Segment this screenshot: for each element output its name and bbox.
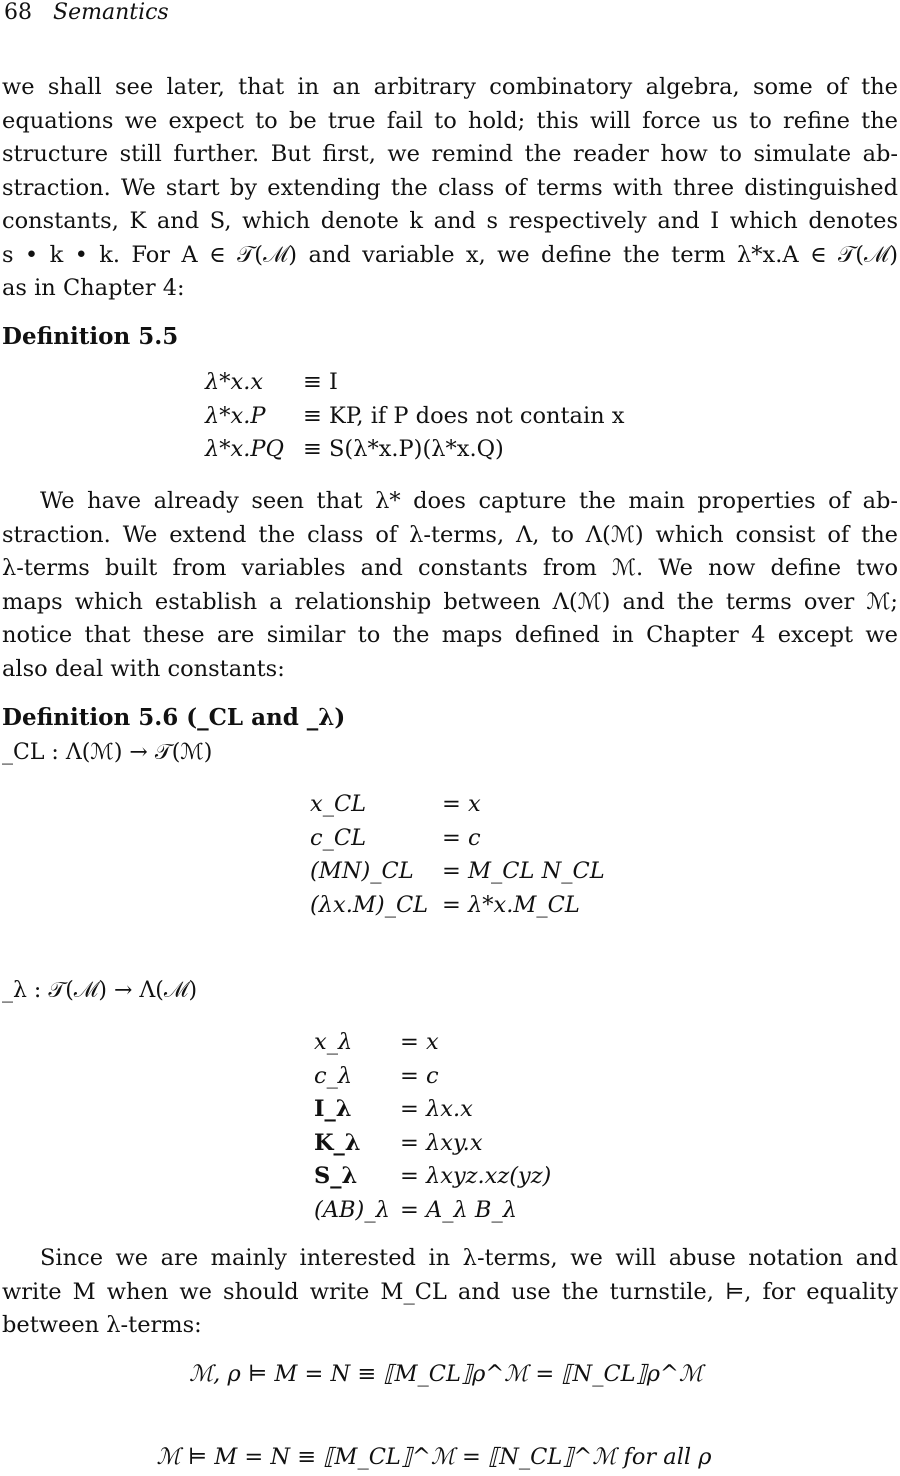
text-line: We have already seen that λ* does capture the main properties of ab- bbox=[40, 488, 898, 514]
equation-lhs: c_λ bbox=[314, 1062, 353, 1089]
equation-rhs: ≡ KP, if P does not contain x bbox=[303, 402, 625, 429]
text-line: λ-terms built from variables and constants from ℳ. We now define two bbox=[2, 555, 898, 581]
running-title: Semantics bbox=[53, 0, 169, 25]
text-line: also deal with constants: bbox=[2, 655, 285, 682]
equation-row bbox=[314, 1060, 551, 1094]
equation-row bbox=[314, 1127, 551, 1161]
equation-row bbox=[314, 1026, 551, 1060]
equation-rhs: = λxyz.xz(yz) bbox=[400, 1163, 552, 1189]
equation-rhs: ≡ S(λ*x.P)(λ*x.Q) bbox=[303, 436, 504, 462]
equation-row bbox=[314, 1194, 551, 1228]
equation-lhs: (AB)_λ bbox=[314, 1196, 390, 1223]
equation-row bbox=[205, 433, 624, 467]
definition-5-5-equations bbox=[205, 366, 624, 467]
equation-row bbox=[205, 400, 624, 434]
text-line: Since we are mainly interested in λ-terms, we will abuse notation and bbox=[40, 1245, 898, 1271]
map-lambda-equations bbox=[314, 1026, 551, 1227]
text-line: maps which establish a relationship between Λ(ℳ) and the terms over ℳ; bbox=[2, 588, 898, 615]
equation-rhs: = λx.x bbox=[400, 1096, 473, 1122]
equation-rhs: = x bbox=[400, 1029, 439, 1055]
text-line: we shall see later, that in an arbitrary combinatory algebra, some of the bbox=[2, 74, 898, 100]
equation-lhs: c_CL bbox=[310, 824, 367, 851]
definition-5-6-title: Definition 5.6 (_CL and _λ) bbox=[2, 704, 346, 731]
equation-rhs: = c bbox=[442, 824, 481, 851]
map-cl-equations bbox=[310, 788, 605, 922]
equation-lhs: (λx.M)_CL bbox=[310, 891, 429, 918]
equation-lhs: S_λ bbox=[314, 1163, 358, 1189]
page-number: 68 bbox=[4, 0, 32, 25]
text-line: notice that these are similar to the maps defined in Chapter 4 except we bbox=[2, 622, 898, 648]
equation-row bbox=[310, 889, 605, 923]
equation-lhs: x_λ bbox=[314, 1029, 353, 1055]
equation-row bbox=[205, 366, 624, 400]
equation-rhs: = A_λ B_λ bbox=[400, 1196, 517, 1223]
text-line: straction. We start by extending the class of terms with three distinguished bbox=[2, 174, 898, 201]
paragraph-lambda-terms bbox=[2, 485, 898, 686]
text-line: structure still further. But first, we remind the reader how to simulate ab- bbox=[2, 141, 898, 167]
text-line: as in Chapter 4: bbox=[2, 275, 185, 301]
paragraph-turnstile bbox=[2, 1242, 898, 1343]
equation-lhs: λ*x.P bbox=[205, 402, 266, 429]
equation-lhs: λ*x.x bbox=[205, 369, 264, 395]
equation-row bbox=[310, 788, 605, 822]
text-line: straction. We extend the class of λ-terms, Λ, to Λ(ℳ) which consist of the bbox=[2, 521, 898, 548]
equation-rhs: ≡ I bbox=[303, 369, 338, 395]
equation-lhs: I_λ bbox=[314, 1096, 352, 1122]
definition-5-5-title: Definition 5.5 bbox=[2, 323, 179, 350]
equation-lhs: (MN)_CL bbox=[310, 858, 414, 884]
equation-row bbox=[314, 1160, 551, 1194]
equation-lhs: K_λ bbox=[314, 1129, 361, 1156]
text-line: write M when we should write M_CL and use the turnstile, ⊨, for equality bbox=[2, 1278, 898, 1305]
text-line: equations we expect to be true fail to hold; this will force us to refine the bbox=[2, 107, 898, 134]
equation-row bbox=[310, 855, 605, 889]
equation-rhs: = c bbox=[400, 1062, 439, 1089]
running-header bbox=[4, 0, 169, 25]
equation-lhs: x_CL bbox=[310, 791, 367, 817]
paragraph-intro bbox=[2, 71, 898, 306]
display-equation-global: ℳ ⊨ M = N ≡ ⟦M_CL⟧^ℳ = ⟦N_CL⟧^ℳ for all ρ bbox=[156, 1444, 712, 1470]
equation-rhs: = λxy.x bbox=[400, 1129, 483, 1156]
equation-rhs: = λ*x.M_CL bbox=[442, 891, 580, 918]
equation-rhs: = M_CL N_CL bbox=[442, 858, 605, 884]
text-line: between λ-terms: bbox=[2, 1312, 202, 1338]
map-lambda-signature: _λ : 𝒯(ℳ) → Λ(ℳ) bbox=[2, 978, 198, 1003]
map-cl-signature: _CL : Λ(ℳ) → 𝒯(ℳ) bbox=[2, 740, 213, 765]
text-line: constants, K and S, which denote k and s respectively and I which denotes bbox=[2, 208, 898, 234]
text-line: s • k • k. For A ∈ 𝒯(ℳ) and variable x, we define the term λ*x.A ∈ 𝒯(ℳ) bbox=[2, 241, 898, 268]
equation-lhs: λ*x.PQ bbox=[205, 436, 284, 462]
display-equation-local: ℳ, ρ ⊨ M = N ≡ ⟦M_CL⟧ρ^ℳ = ⟦N_CL⟧ρ^ℳ bbox=[189, 1361, 703, 1387]
equation-rhs: = x bbox=[442, 791, 481, 817]
equation-row bbox=[310, 822, 605, 856]
equation-row bbox=[314, 1093, 551, 1127]
